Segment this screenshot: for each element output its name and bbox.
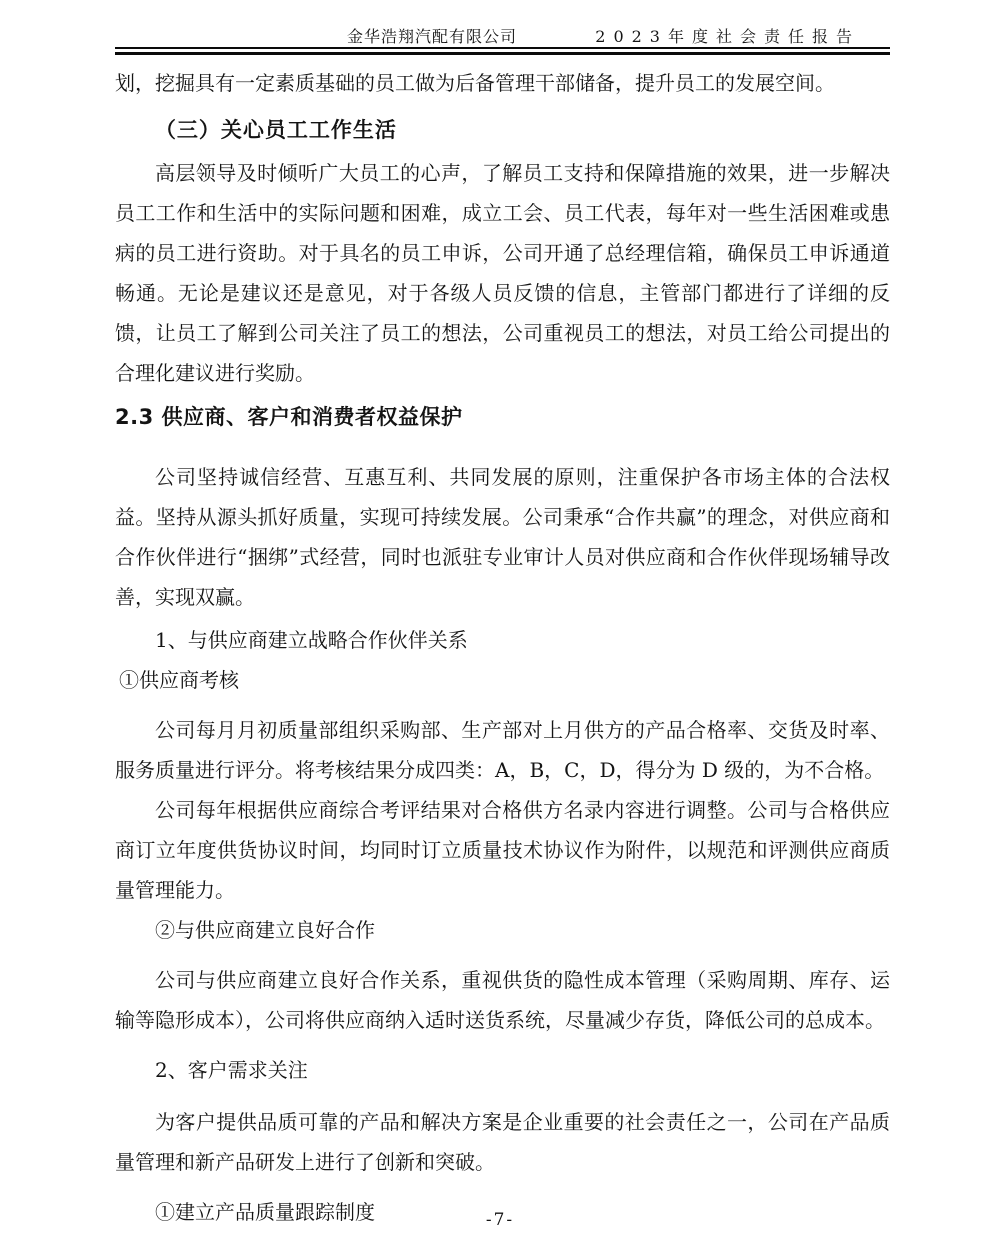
subheading-supplier-assessment: ①供应商考核 (119, 668, 239, 692)
page-content (115, 0, 890, 1232)
page-number: -7- (485, 1210, 515, 1230)
subheading-quality-tracking: ①建立产品质量跟踪制度 (155, 1200, 375, 1224)
subheading-customer-needs: 2、客户需求关注 (155, 1058, 308, 1082)
header-report-title: 2023年度社会责任报告 (595, 27, 860, 46)
paragraph-2-3-intro: 公司坚持诚信经营、互惠互利、共同发展的原则，注重保护各市场主体的合法权益。坚持从源头抓好质量，实现可持续发展。公司秉承“合作共赢”的理念，对供应商和合作伙伴进行“捆绑”式经营，同时也派驻专业审计人员对供应商和合作伙伴现场辅导改善，实现双赢。 (115, 465, 890, 609)
paragraph-supplier-cooperation: 公司与供应商建立良好合作关系，重视供货的隐性成本管理（采购周期、库存、运输等隐形成本），公司将供应商纳入适时送货系统，尽量减少存货，降低公司的总成本。 (115, 968, 890, 1032)
subheading-supplier-cooperation: ②与供应商建立良好合作 (155, 918, 375, 942)
paragraph-employee-life: 高层领导及时倾听广大员工的心声，了解员工支持和保障措施的效果，进一步解决员工工作和生活中的实际问题和困难，成立工会、员工代表，每年对一些生活困难或患病的员工进行资助。对于具名的员工申诉，公司开通了总经理信箱，确保员工申诉通道畅通。无论是建议还是意见，对于各级人员反馈的信息，主管部门都进行了详细的反馈，让员工了解到公司关注了员工的想法，公司重视员工的想法，对员工给公司提出的合理化建议进行奖励。 (115, 161, 890, 385)
subheading-supplier-partnership: 1、与供应商建立战略合作伙伴关系 (155, 628, 468, 652)
paragraph-supplier-assessment-2: 公司每年根据供应商综合考评结果对合格供方名录内容进行调整。公司与合格供应商订立年度供货协议时间，均同时订立质量技术协议作为附件，以规范和评测供应商质量管理能力。 (115, 798, 890, 902)
paragraph-customer-needs: 为客户提供品质可靠的产品和解决方案是企业重要的社会责任之一，公司在产品质量管理和新产品研发上进行了创新和突破。 (115, 1110, 890, 1174)
section-heading-2-3: 2.3 供应商、客户和消费者权益保护 (115, 405, 463, 429)
paragraph-supplier-assessment-1: 公司每月月初质量部组织采购部、生产部对上月供方的产品合格率、交货及时率、服务质量进行评分。将考核结果分成四类：A，B，C，D，得分为 D 级的，为不合格。 (115, 718, 890, 782)
header-double-rule (115, 47, 890, 55)
page-header (115, 0, 890, 47)
header-company-name: 金华浩翔汽配有限公司 (347, 27, 518, 46)
section-heading-employee-life: （三）关心员工工作生活 (154, 118, 397, 142)
paragraph-continuation: 划，挖掘具有一定素质基础的员工做为后备管理干部储备，提升员工的发展空间。 (115, 71, 835, 95)
